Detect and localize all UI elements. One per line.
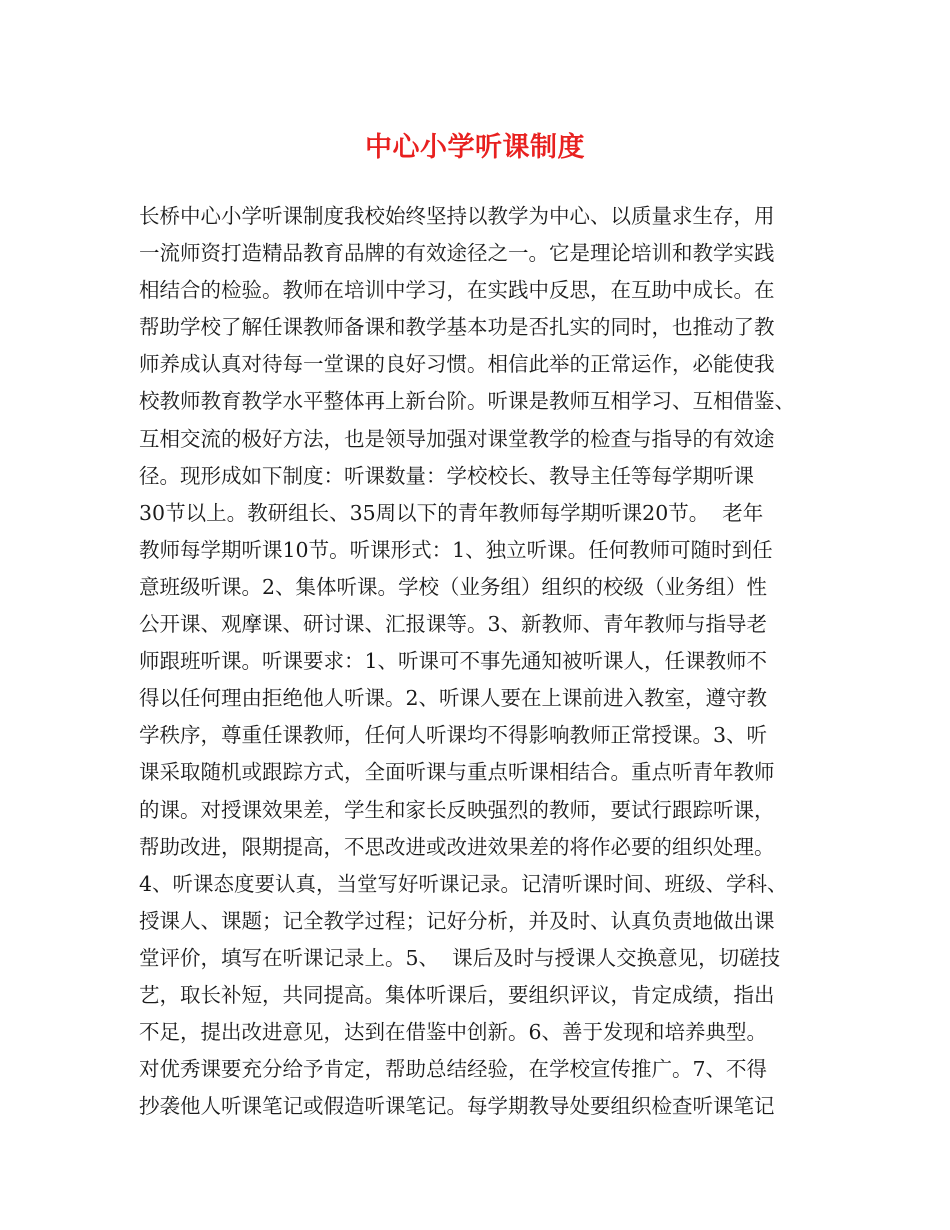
body-line: 师养成认真对待每一堂课的良好习惯。相信此举的正常运作，必能使我 [139,352,775,377]
body-line: 意班级听课。2、集体听课。学校（业务组）组织的校级（业务组）性 [139,574,768,599]
body-line: 校教师教育教学水平整体再上新台阶。听课是教师互相学习、互相借鉴、 [139,389,795,414]
body-line: 堂评价，填写在听课记录上。5、 课后及时与授课人交换意见，切磋技 [139,945,781,970]
body-line: 一流师资打造精品教育品牌的有效途径之一。它是理论培训和教学实践 [139,241,775,266]
body-line: 互相交流的极好方法，也是领导加强对课堂教学的检查与指导的有效途 [139,426,775,451]
body-line: 公开课、观摩课、研讨课、汇报课等。3、新教师、青年教师与指导老 [139,612,768,637]
document-title: 中心小学听课制度 [365,132,585,163]
body-line: 径。现形成如下制度：听课数量：学校校长、教导主任等每学期听课 [139,463,754,488]
body-line: 教师每学期听课10节。听课形式：1、独立听课。任何教师可随时到任 [139,537,773,562]
document-body [139,198,829,1125]
body-line: 抄袭他人听课笔记或假造听课笔记。每学期教导处要组织检查听课笔记 [139,1094,775,1119]
body-line: 帮助学校了解任课教师备课和教学基本功是否扎实的同时，也推动了教 [139,315,775,340]
body-line: 4、听课态度要认真，当堂写好听课记录。记清听课时间、班级、学科、 [139,871,788,896]
body-line: 得以任何理由拒绝他人听课。2、听课人要在上课前进入教室，遵守教 [139,686,768,711]
body-line: 长桥中心小学听课制度我校始终坚持以教学为中心、以质量求生存，用 [139,204,775,228]
body-line: 相结合的检验。教师在培训中学习，在实践中反思，在互助中成长。在 [139,278,775,303]
body-line: 课采取随机或跟踪方式，全面听课与重点听课相结合。重点听青年教师 [139,760,775,785]
body-line: 艺，取长补短，共同提高。集体听课后，要组织评议，肯定成绩，指出 [139,982,775,1007]
body-line: 授课人、课题；记全教学过程；记好分析，并及时、认真负责地做出课 [139,908,775,933]
body-line: 30节以上。教研组长、35周以下的青年教师每学期听课20节。 老年 [139,500,764,525]
body-line: 帮助改进，限期提高，不思改进或改进效果差的将作必要的组织处理。 [139,834,775,859]
body-line: 不足，提出改进意见，达到在借鉴中创新。6、善于发现和培养典型。 [139,1020,768,1045]
body-line: 学秩序，尊重任课教师，任何人听课均不得影响教师正常授课。3、听 [139,723,768,748]
body-line: 的课。对授课效果差，学生和家长反映强烈的教师，要试行跟踪听课， [139,797,775,822]
body-line: 师跟班听课。听课要求：1、听课可不事先通知被听课人，任课教师不 [139,649,768,674]
body-line: 对优秀课要充分给予肯定，帮助总结经验，在学校宣传推广。7、不得 [139,1057,768,1082]
